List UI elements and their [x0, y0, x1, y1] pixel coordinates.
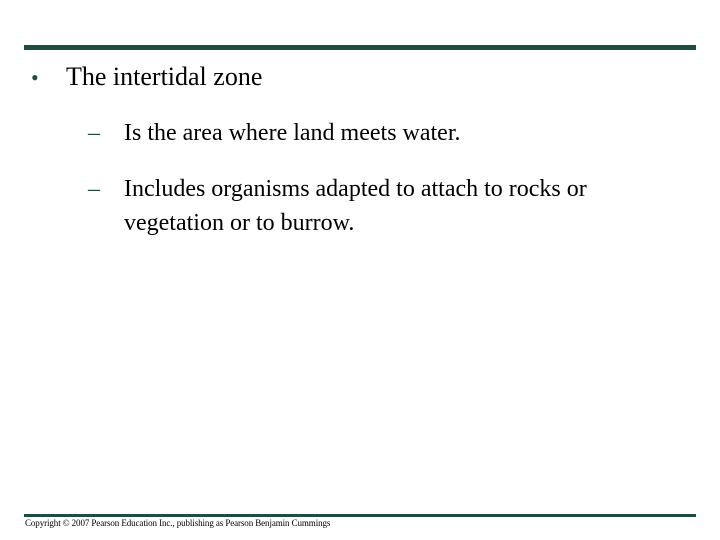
- top-rule: [24, 45, 696, 50]
- dash-marker: –: [88, 120, 100, 146]
- bottom-rule: [24, 514, 696, 517]
- copyright-footer: Copyright © 2007 Pearson Education Inc., publishing as Pearson Benjamin Cummings: [25, 518, 331, 528]
- main-bullet: [31, 60, 262, 95]
- sub-bullet-2: [88, 172, 688, 240]
- sub-bullet-text: Includes organisms adapted to attach to rocks or vegetation or to burrow.: [124, 176, 587, 236]
- sub-bullet-1: [88, 116, 688, 150]
- sub-bullet-text: Is the area where land meets water.: [124, 120, 461, 146]
- dash-marker: –: [88, 176, 100, 202]
- main-bullet-text: The intertidal zone: [66, 62, 263, 91]
- bullet-marker: •: [31, 65, 39, 90]
